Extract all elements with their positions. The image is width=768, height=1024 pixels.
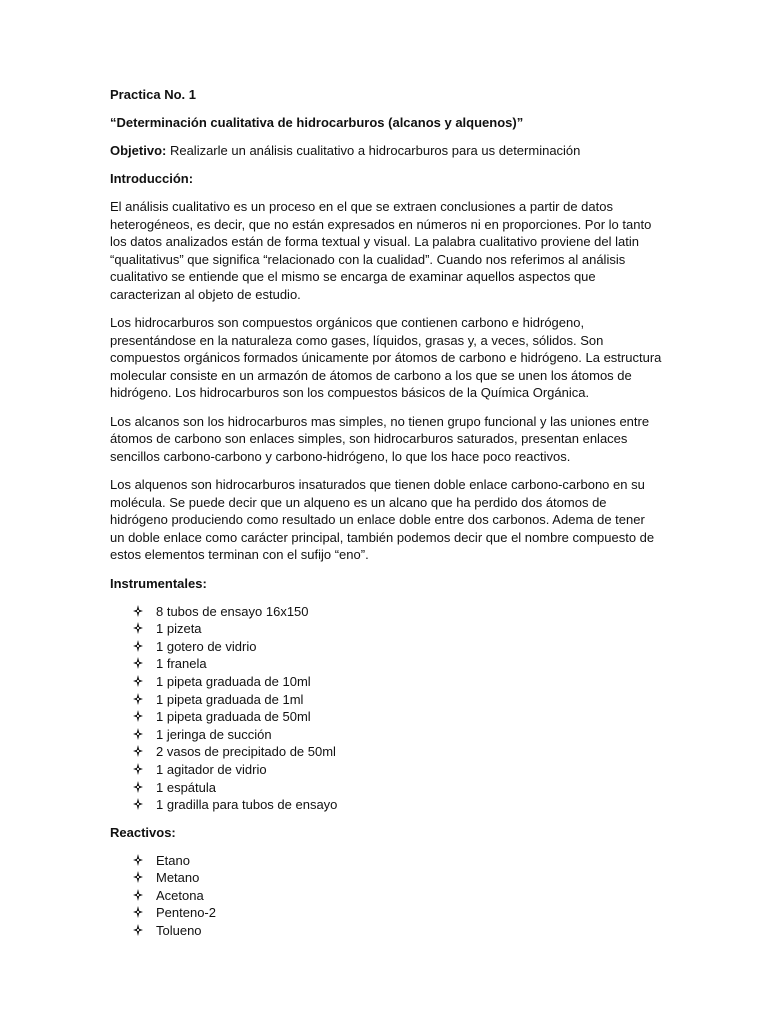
instrument-item [132,743,662,761]
instrument-item-label: 1 espátula [156,779,216,795]
reagent-item [132,922,662,940]
diamond-star-bullet-icon [132,923,144,937]
instrument-item-label: 1 gradilla para tubos de ensayo [156,797,338,813]
objective-text: Realizarle un análisis cualitativo a hidrocarburos para us determinación [166,142,581,158]
instrument-item [132,726,662,744]
diamond-star-bullet-icon [132,780,144,794]
instrument-item [132,708,662,726]
reagent-item-label: Etano [156,852,190,868]
diamond-star-bullet-icon [132,888,144,902]
introduction-heading: Introducción: [110,170,194,186]
instruments-heading: Instrumentales: [110,575,207,591]
paragraph-hydrocarbons: Los hidrocarburos son compuestos orgánicos que contienen carbono e hidrógeno, presentándose en la naturaleza como gases, líquidos, grasas y, a veces, sólidos. Son compuestos orgánicos formados únicamente por átomos de carbono e hidrógeno. La estructura molecular consiste en un armazón de átomos de carbono a los que se unen los átomos de hidrógeno. Los hidrocarburos son los compuestos básicos de la Química Orgánica. [110,315,662,401]
instrument-item [132,761,662,779]
reagent-item-label: Tolueno [156,923,202,939]
instrument-item [132,691,662,709]
diamond-star-bullet-icon [132,604,144,618]
instrument-item-label: 1 gotero de vidrio [156,638,257,654]
instrument-item-label: 8 tubos de ensayo 16x150 [156,603,309,619]
diamond-star-bullet-icon [132,674,144,688]
instruments-list [110,603,662,814]
diamond-star-bullet-icon [132,744,144,758]
instrument-item-label: 1 pizeta [156,621,202,637]
diamond-star-bullet-icon [132,797,144,811]
instrument-item-label: 1 franela [156,656,207,672]
instrument-item-label: 1 pipeta graduada de 10ml [156,673,311,689]
instrument-item [132,673,662,691]
reagent-item [132,869,662,887]
objective-line [110,142,662,160]
instrument-item-label: 1 jeringa de succión [156,726,272,742]
diamond-star-bullet-icon [132,639,144,653]
instrument-item-label: 1 pipeta graduada de 50ml [156,709,311,725]
instrument-item-label: 1 agitador de vidrio [156,761,267,777]
instrument-item-label: 1 pipeta graduada de 1ml [156,691,304,707]
instrument-item-label: 2 vasos de precipitado de 50ml [156,744,336,760]
instrument-item [132,620,662,638]
reagent-item [132,852,662,870]
diamond-star-bullet-icon [132,762,144,776]
diamond-star-bullet-icon [132,656,144,670]
reagents-list [110,852,662,940]
paragraph-alkenes: Los alquenos son hidrocarburos insaturados que tienen doble enlace carbono-carbono en su molécula. Se puede decir que un alqueno es un alcano que ha perdido dos átomos de hidrógeno produciendo como resultado un enlace doble entre dos carbonos. Adema de tener un doble enlace como carácter principal, también podemos decir que el nombre compuesto de estos elementos terminan con el sufijo “eno”. [110,477,655,563]
objective-label: Objetivo: [110,142,167,158]
instrument-item [132,779,662,797]
instrument-item [132,655,662,673]
paragraph-qualitative-analysis: El análisis cualitativo es un proceso en el que se extraen conclusiones a partir de datos heterogéneos, es decir, que no están expresados en números ni en proporciones. Por lo tanto los datos analizados están de forma textual y visual. La palabra cualitativo proviene del latin “qualitativus” que significa “relacionado con la cualidad”. Cuando nos referimos al análisis cualitativo se entiende que el mismo se encarga de examinar aquellos aspectos que caracterizan al objeto de estudio. [110,198,652,302]
diamond-star-bullet-icon [132,727,144,741]
diamond-star-bullet-icon [132,905,144,919]
instrument-item [132,796,662,814]
diamond-star-bullet-icon [132,709,144,723]
reagent-item-label: Acetona [156,887,204,903]
practice-heading: Practica No. 1 [110,87,196,102]
document-title: “Determinación cualitativa de hidrocarburos (alcanos y alquenos)” [110,114,524,130]
reagents-heading: Reactivos: [110,824,176,840]
paragraph-alkanes: Los alcanos son los hidrocarburos mas simples, no tienen grupo funcional y las uniones entre átomos de carbono son enlaces simples, son hidrocarburos saturados, presentan enlaces sencillos carbono-carbono y carbono-hidrógeno, lo que los hace poco reactivos. [110,413,650,464]
reagent-item [132,887,662,905]
instrument-item [132,638,662,656]
reagent-item-label: Penteno-2 [156,905,216,921]
instrument-item [132,603,662,621]
diamond-star-bullet-icon [132,870,144,884]
reagent-item [132,904,662,922]
diamond-star-bullet-icon [132,692,144,706]
diamond-star-bullet-icon [132,621,144,635]
reagent-item-label: Metano [156,870,200,886]
diamond-star-bullet-icon [132,853,144,867]
